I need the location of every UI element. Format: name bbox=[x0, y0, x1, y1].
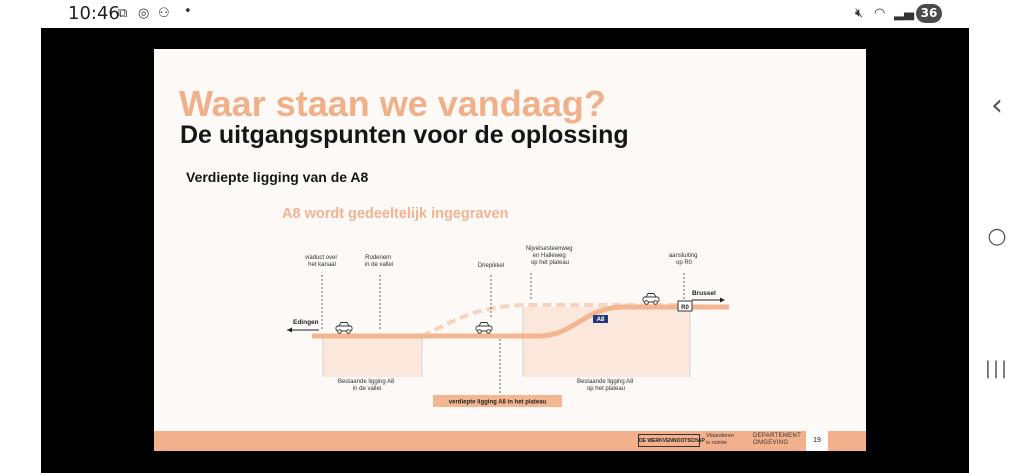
svg-text:viaduct over het kanaal bbox=[305, 255, 339, 268]
section-heading: Verdiepte ligging van de A8 bbox=[186, 169, 369, 185]
vlaanderen-logo bbox=[706, 433, 734, 447]
label-bestaande-plateau-1: Bestaande ligging A8 bbox=[576, 379, 634, 385]
label-aansluiting-2: op R0 bbox=[675, 260, 693, 266]
car-icon bbox=[643, 294, 659, 305]
back-button[interactable]: ‹ bbox=[991, 88, 1003, 123]
vlaanderen-logo-line1: Vlaanderen bbox=[706, 433, 735, 439]
battery-icon: 36 bbox=[916, 4, 942, 23]
werkvennootschap-logo: DE WERKVENNOOTSCHAP bbox=[638, 434, 700, 447]
label-driepikkel: Driepikkel bbox=[477, 263, 505, 269]
svg-text:Rodenem in de vallei bbox=[365, 255, 393, 268]
label-edingen: Edingen bbox=[293, 319, 319, 326]
label-brussel: Brussel bbox=[692, 290, 716, 297]
diagram-title: A8 wordt gedeeltelijk ingegraven bbox=[282, 206, 509, 222]
slide-subtitle: De uitgangspunten voor de oplossing bbox=[180, 121, 629, 149]
label-bestaande-vallei-1: Bestaande ligging A8 bbox=[337, 379, 395, 385]
label-nijvel-2: en Halleweg bbox=[532, 253, 566, 259]
vlaanderen-logo-line2: is ruimte bbox=[706, 440, 727, 446]
slide-title: Waar staan we vandaag? bbox=[179, 83, 606, 124]
presentation-slide bbox=[154, 49, 866, 451]
recents-button[interactable]: ||| bbox=[984, 358, 1010, 379]
wifi-icon: ◠ bbox=[874, 6, 886, 21]
clock: 10:46 bbox=[68, 3, 120, 24]
car-icon bbox=[476, 323, 492, 334]
whatsapp-icon: ◎ bbox=[138, 6, 150, 21]
department-logo-line2: OMGEVING bbox=[753, 440, 789, 446]
road-profile-diagram bbox=[154, 49, 866, 431]
vallei-area bbox=[323, 336, 422, 377]
slide-footer bbox=[154, 431, 866, 451]
r0-badge-label: R0 bbox=[681, 305, 689, 311]
svg-text:Driepikkel bbox=[478, 263, 504, 269]
mute-icon: 🔇︎ bbox=[855, 6, 864, 21]
label-bestaande-plateau-2: op het plateau bbox=[586, 386, 626, 392]
accessibility-icon: ⚇ bbox=[158, 6, 170, 21]
department-logo bbox=[753, 433, 801, 447]
label-aansluiting-1: aansluiting bbox=[668, 253, 698, 259]
signal-icon: ▂▄ bbox=[894, 6, 914, 21]
status-bar bbox=[0, 0, 1024, 28]
car-icon bbox=[336, 323, 352, 334]
label-verdiepte: verdiepte ligging A8 in het plateau bbox=[448, 399, 547, 406]
svg-text:Bestaande ligging A8 op bbox=[577, 379, 635, 392]
a8-badge-label: A8 bbox=[596, 317, 605, 323]
home-button[interactable]: ○ bbox=[987, 224, 1007, 249]
svg-text:Bestaande ligging A8 in bbox=[338, 379, 396, 392]
label-viaduct-1: viaduct over bbox=[304, 255, 338, 261]
label-viaduct-2: het kanaal bbox=[308, 262, 336, 268]
label-nijvel-3: op het plateau bbox=[530, 260, 570, 266]
dot-icon: • bbox=[184, 4, 192, 19]
department-logo-line1: DEPARTEMENT bbox=[753, 433, 802, 439]
svg-text:Nijvelsesteenweg en Hall bbox=[526, 246, 574, 266]
page-number: 19 bbox=[806, 431, 828, 451]
screenshot-icon: ⧉ bbox=[118, 6, 128, 21]
label-rodenem-1: Rodenem bbox=[365, 255, 392, 261]
svg-text:aansluiting op R0 bbox=[669, 253, 699, 266]
label-nijvel-1: Nijvelsesteenweg bbox=[525, 246, 573, 252]
label-rodenem-2: in de vallei bbox=[364, 262, 394, 268]
label-bestaande-vallei-2: in de vallei bbox=[352, 386, 382, 392]
